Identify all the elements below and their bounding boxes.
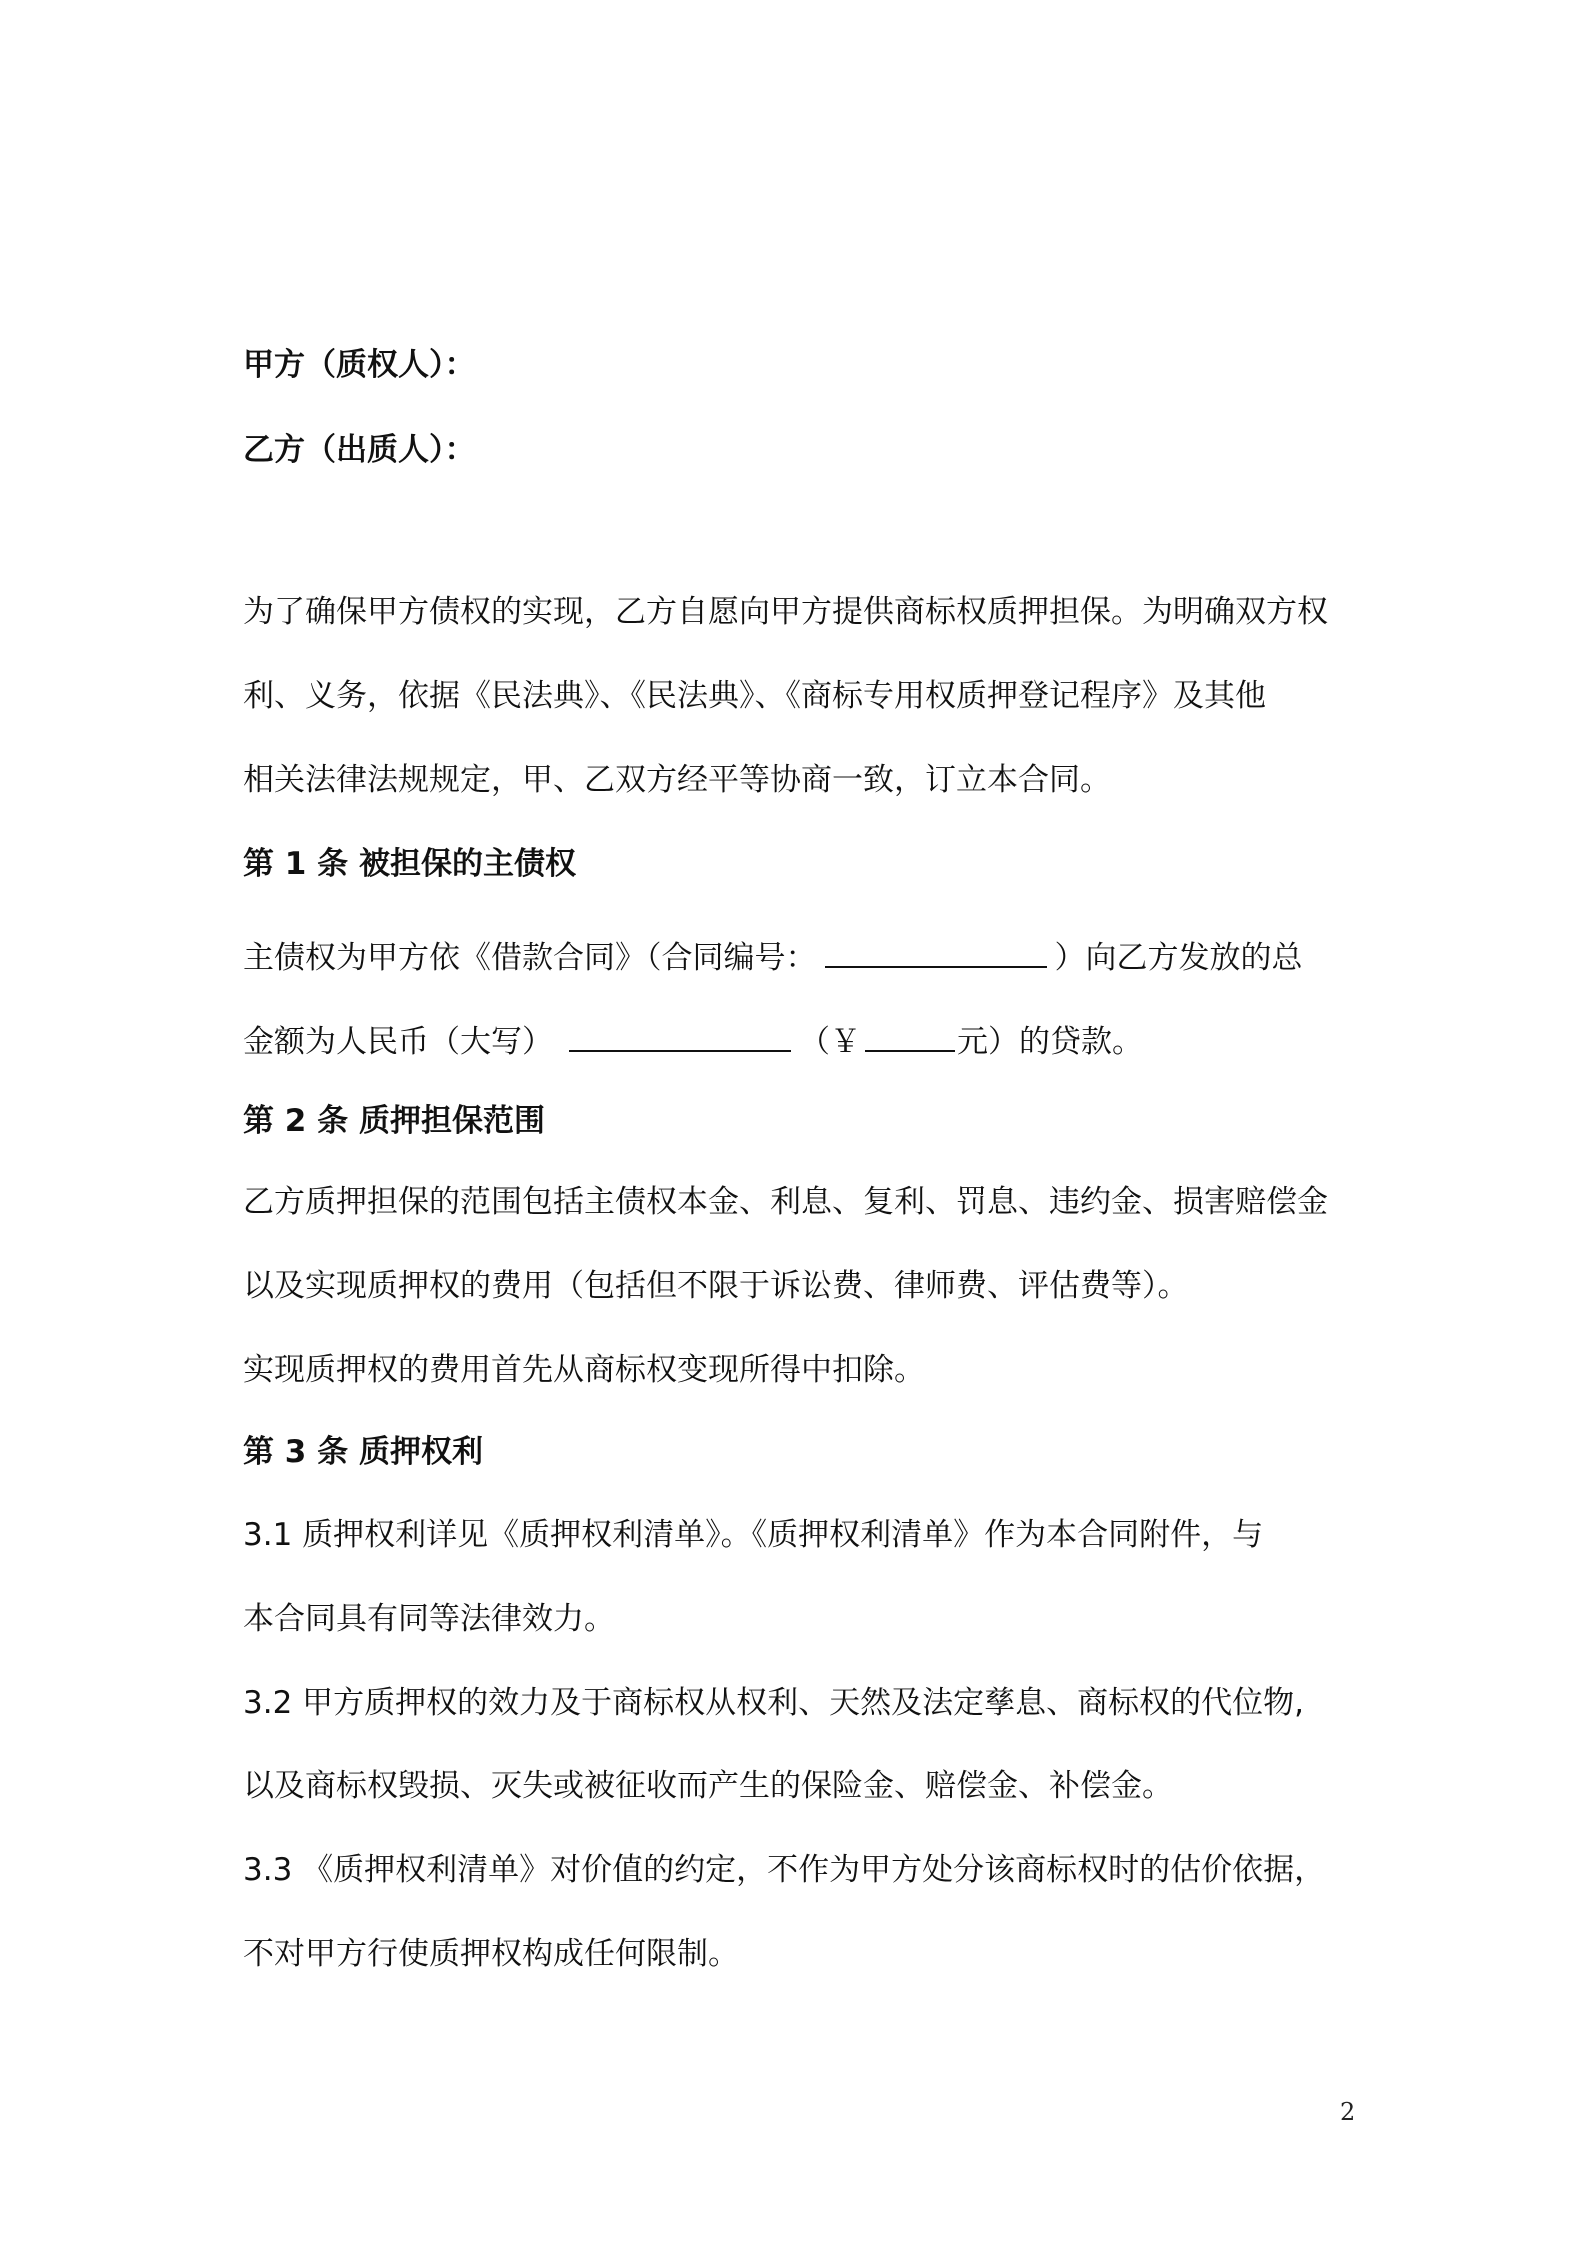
preamble-line-1: 为了确保甲方债权的实现，乙方自愿向甲方提供商标权质押担保。为明确双方权 [243,594,1328,630]
article-1-heading: 第 1 条 被担保的主债权 [243,846,576,882]
clause-3-2-line-1: 3.2 甲方质押权的效力及于商标权从权利、天然及法定孳息、商标权的代位物, [243,1685,1305,1721]
preamble-line-3: 相关法律法规规定，甲、乙双方经平等协商一致，订立本合同。 [243,762,1111,798]
clause-3-3-line-2: 不对甲方行使质押权构成任何限制。 [243,1936,739,1972]
amount-in-words-blank [569,1016,791,1052]
clause-3-1-line-2: 本合同具有同等法律效力。 [243,1601,615,1637]
contract-number-blank [825,932,1047,968]
article-1-text-b: ）向乙方发放的总 [1054,940,1303,976]
article-3-heading: 第 3 条 质押权利 [243,1434,483,1470]
article-1-text-c: 金额为人民币（大写） [243,1024,553,1060]
article-1-line-1 [243,932,1303,980]
preamble-line-2: 利、义务，依据《民法典》、《民法典》、《商标专用权质押登记程序》及其他 [243,678,1266,714]
article-1-text-d: （￥ [799,1024,861,1060]
article-1-line-2 [243,1016,1143,1064]
party-b-label: 乙方（出质人）： [243,432,476,468]
amount-in-figures-blank [865,1016,955,1052]
article-1-text-a: 主债权为甲方依《借款合同》（合同编号： [243,940,817,976]
clause-3-3-line-1: 3.3 《质押权利清单》对价值的约定，不作为甲方处分该商标权时的估价依据， [243,1852,1326,1888]
article-2-heading: 第 2 条 质押担保范围 [243,1103,545,1139]
article-1-text-e: 元）的贷款。 [957,1024,1143,1060]
party-a-label: 甲方（质权人）： [243,347,476,383]
article-2-line-2: 以及实现质押权的费用（包括但不限于诉讼费、律师费、评估费等）。 [243,1268,1189,1304]
clause-3-1-line-1: 3.1 质押权利详见《质押权利清单》。《质押权利清单》作为本合同附件，与 [243,1517,1264,1553]
clause-3-2-line-2: 以及商标权毁损、灭失或被征收而产生的保险金、赔偿金、补偿金。 [243,1768,1173,1804]
article-2-line-3: 实现质押权的费用首先从商标权变现所得中扣除。 [243,1352,925,1388]
page-number: 2 [1340,2098,1356,2126]
article-2-line-1: 乙方质押担保的范围包括主债权本金、利息、复利、罚息、违约金、损害赔偿金 [243,1184,1328,1220]
